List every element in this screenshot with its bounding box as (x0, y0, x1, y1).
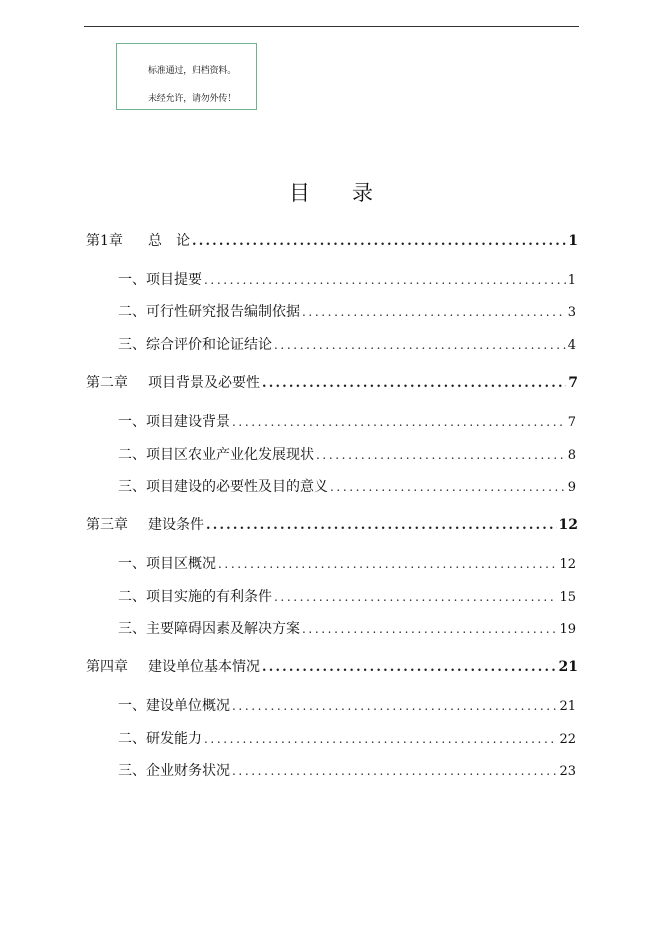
toc-entry-label: 项目区概况 (146, 556, 216, 572)
toc-entry-label: 建设单位概况 (146, 698, 230, 714)
toc-entry-number: 一、 (118, 272, 146, 288)
toc-entry-page: 1 (568, 233, 578, 249)
toc-entry-number: 二、 (118, 304, 146, 320)
toc-leader-dots (330, 477, 566, 497)
toc-entry-label: 总 论 (148, 233, 190, 249)
toc-entry-page: 12 (559, 557, 576, 572)
toc-leader-dots (302, 619, 557, 639)
toc-entry-label: 研发能力 (146, 731, 202, 747)
toc-entry[interactable] (86, 515, 578, 535)
toc-entry[interactable] (118, 761, 576, 781)
toc-entry-page: 21 (559, 699, 576, 714)
toc-entry-label: 可行性研究报告编制依据 (146, 304, 300, 320)
toc-entry[interactable] (118, 729, 576, 749)
toc-leader-dots (232, 696, 557, 716)
toc-entry[interactable] (86, 657, 578, 677)
toc-entry[interactable] (118, 445, 576, 465)
toc-entry-number: 三、 (118, 337, 146, 353)
toc-entry[interactable] (118, 302, 576, 322)
toc-entry-number: 三、 (118, 621, 146, 637)
toc-entry-page: 9 (567, 480, 576, 495)
toc-entry[interactable] (118, 412, 576, 432)
toc-entry-number: 一、 (118, 698, 146, 714)
toc-entry-number: 第二章 (86, 375, 128, 391)
toc-entry-number: 三、 (118, 479, 146, 495)
toc-entry-label: 项目建设的必要性及目的意义 (146, 479, 328, 495)
toc-entry-page: 7 (567, 415, 576, 430)
toc-entry-page: 21 (558, 659, 578, 675)
toc-entry-number: 第三章 (86, 517, 128, 533)
toc-leader-dots (206, 516, 557, 536)
toc-entry-page: 8 (567, 448, 576, 463)
toc-leader-dots (218, 554, 557, 574)
stamp-line-2: 未经允许，请勿外传！ (148, 94, 237, 104)
toc-leader-dots (232, 412, 566, 432)
toc-entry[interactable] (118, 696, 576, 716)
toc-entry-label: 项目实施的有利条件 (146, 589, 272, 605)
toc-leader-dots (274, 335, 566, 355)
toc-entry-number: 第四章 (86, 659, 128, 675)
toc-entry-number: 二、 (118, 447, 146, 463)
toc-entry-page: 1 (567, 273, 576, 288)
toc-entry[interactable] (118, 619, 576, 639)
toc-leader-dots (204, 270, 566, 290)
toc-entry-label: 项目背景及必要性 (148, 375, 260, 391)
toc-entry[interactable] (118, 587, 576, 607)
stamp-line-1: 标准通过，归档资料。 (148, 66, 237, 76)
toc-entry-label: 建设单位基本情况 (148, 659, 260, 675)
toc-entry-label: 企业财务状况 (146, 763, 230, 779)
toc-leader-dots (204, 729, 557, 749)
toc-entry[interactable] (86, 373, 578, 393)
toc-entry-label: 建设条件 (148, 517, 204, 533)
toc-entry-number: 二、 (118, 731, 146, 747)
toc-leader-dots (192, 232, 566, 252)
toc-entry-number: 三、 (118, 763, 146, 779)
toc-leader-dots (316, 445, 566, 465)
toc-leader-dots (262, 658, 557, 678)
toc-entry-page: 19 (559, 622, 576, 637)
toc-entry-label: 项目建设背景 (146, 414, 230, 430)
toc-entry-page: 4 (567, 338, 576, 353)
toc-entry-page: 3 (567, 305, 576, 320)
toc-entry[interactable] (118, 335, 576, 355)
toc-leader-dots (302, 302, 566, 322)
toc-entry-label: 综合评价和论证结论 (146, 337, 272, 353)
toc-entry-number: 一、 (118, 414, 146, 430)
toc-entry[interactable] (118, 270, 576, 290)
toc-entry[interactable] (86, 231, 578, 251)
toc-entry-number: 二、 (118, 589, 146, 605)
toc-leader-dots (262, 374, 566, 394)
toc-entry-label: 主要障碍因素及解决方案 (146, 621, 300, 637)
toc-entry-page: 7 (568, 375, 578, 391)
toc-entry-number: 第1章 (86, 233, 123, 249)
page-title: 目录 (289, 181, 415, 205)
toc-entry-page: 22 (559, 732, 576, 747)
toc-entry-number: 一、 (118, 556, 146, 572)
toc-leader-dots (232, 761, 557, 781)
toc-entry[interactable] (118, 477, 576, 497)
toc-leader-dots (274, 587, 557, 607)
toc-entry-label: 项目提要 (146, 272, 202, 288)
toc-entry-label: 项目区农业产业化发展现状 (146, 447, 314, 463)
toc-entry-page: 15 (559, 590, 576, 605)
toc-entry-page: 23 (559, 764, 576, 779)
toc-entry-page: 12 (558, 517, 578, 533)
toc-entry[interactable] (118, 554, 576, 574)
